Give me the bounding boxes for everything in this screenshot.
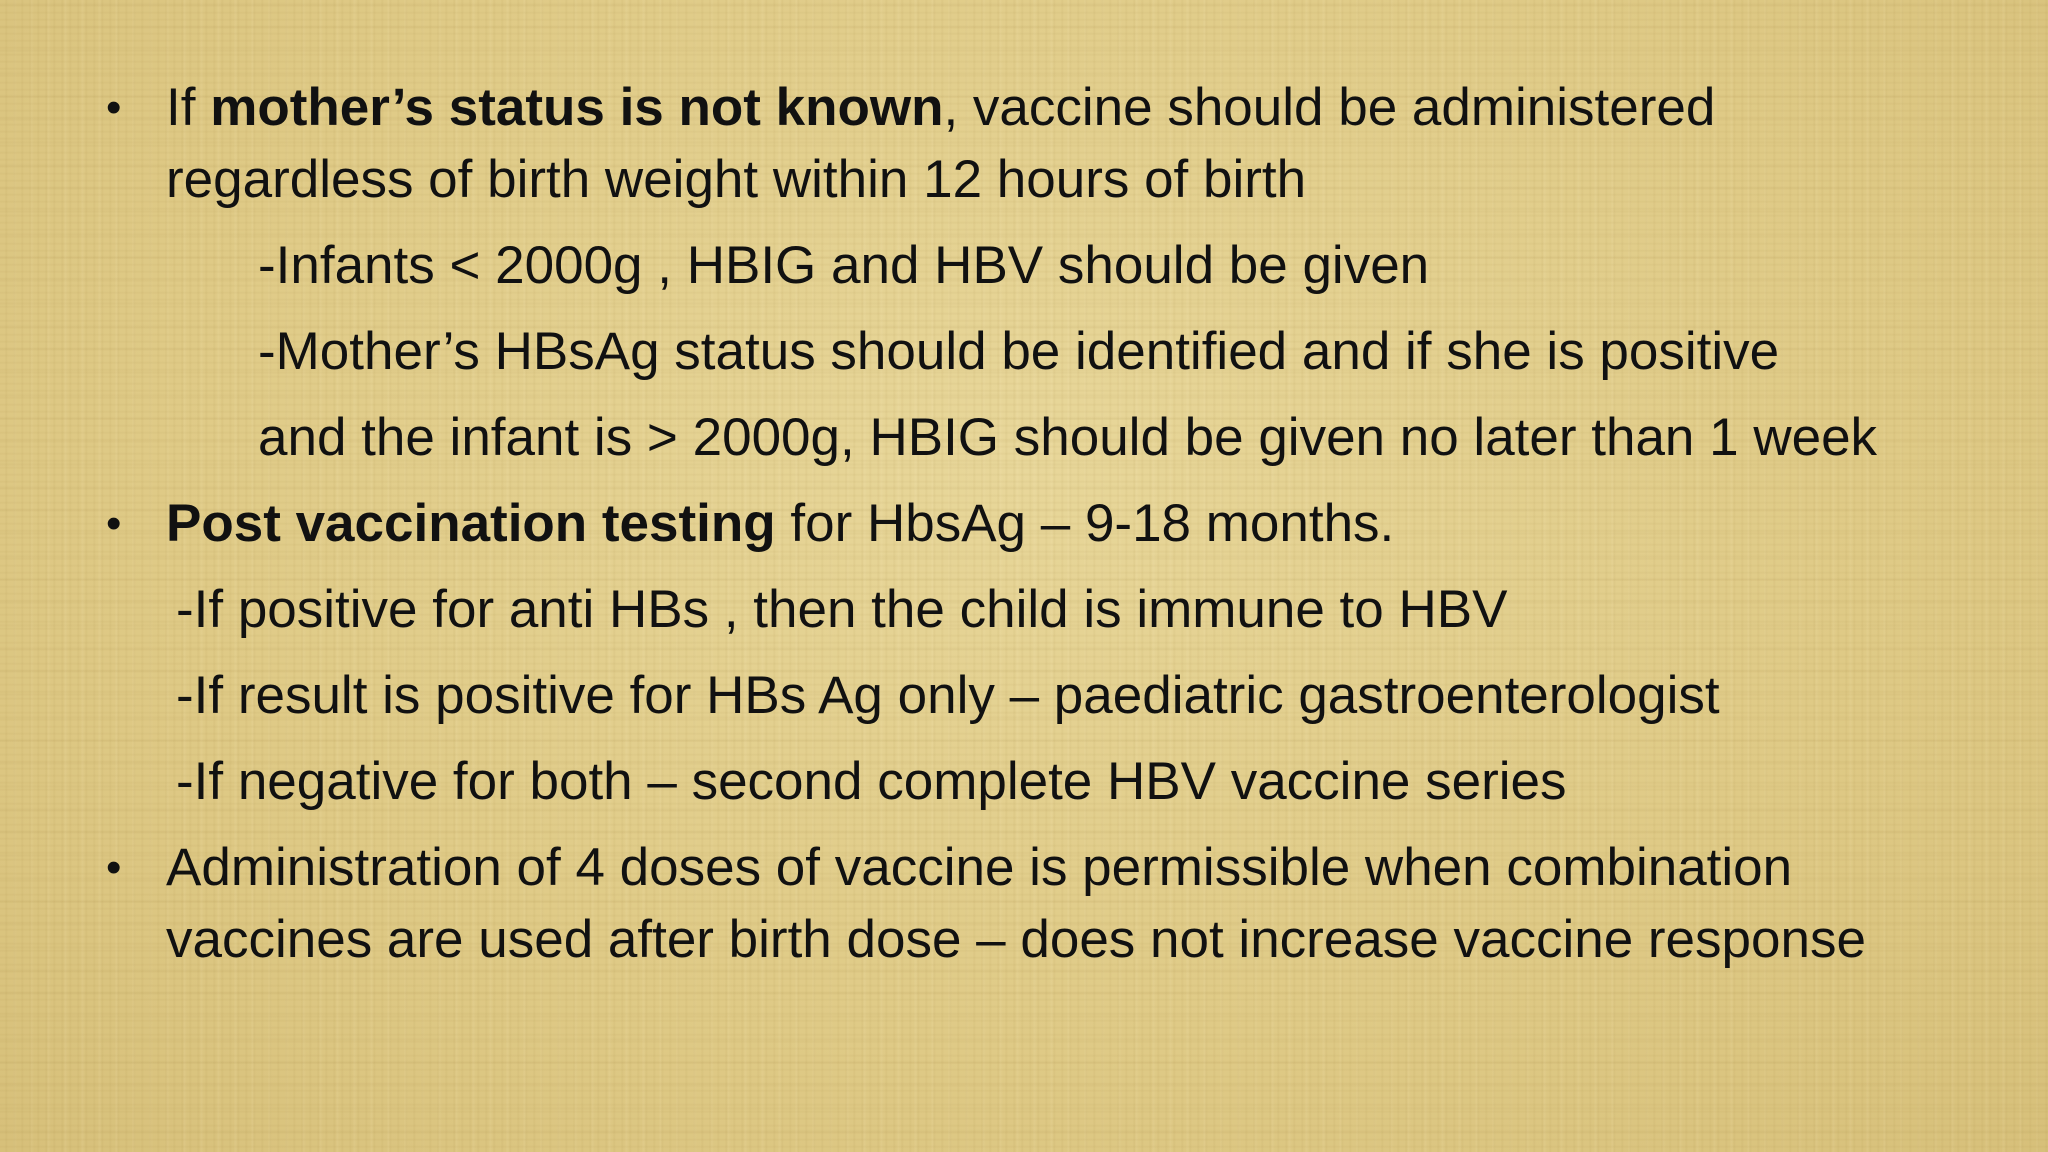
bullet-dot: • xyxy=(106,843,122,892)
bullet-2-sub-1: -If positive for anti HBs , then the child is immune to HBV xyxy=(176,580,1508,639)
bullet-2-sub-2: -If result is positive for HBs Ag only – paediatric gastroenterologist xyxy=(176,666,1720,725)
bullet-3-line-1: Administration of 4 doses of vaccine is permissible when combination xyxy=(166,838,1793,897)
bullet-2-sub-3: -If negative for both – second complete HBV vaccine series xyxy=(176,752,1567,811)
bullet-1-prefix: If xyxy=(166,78,211,137)
bullet-1-rest: , vaccine should be administered xyxy=(943,78,1716,137)
bullet-1-line-2: regardless of birth weight within 12 hours of birth xyxy=(166,150,1307,209)
bullet-2-rest: for HbsAg – 9-18 months. xyxy=(775,494,1395,553)
bullet-1-sub-2: -Mother’s HBsAg status should be identified and if she is positive xyxy=(258,322,1780,381)
bullet-1-sub-1: -Infants < 2000g , HBIG and HBV should be given xyxy=(258,236,1430,295)
bullet-1-sub-3: and the infant is > 2000g, HBIG should be given no later than 1 week xyxy=(258,408,1878,467)
bullet-2-line-1 xyxy=(166,494,1394,554)
bullet-dot: • xyxy=(106,83,122,132)
bullet-dot: • xyxy=(106,499,122,548)
bullet-3-line-2: vaccines are used after birth dose – does not increase vaccine response xyxy=(166,910,1866,969)
bullet-2-bold: Post vaccination testing xyxy=(166,494,776,553)
bullet-1-bold: mother’s status is not known xyxy=(210,78,944,137)
bullet-1-line-1 xyxy=(166,78,1715,138)
